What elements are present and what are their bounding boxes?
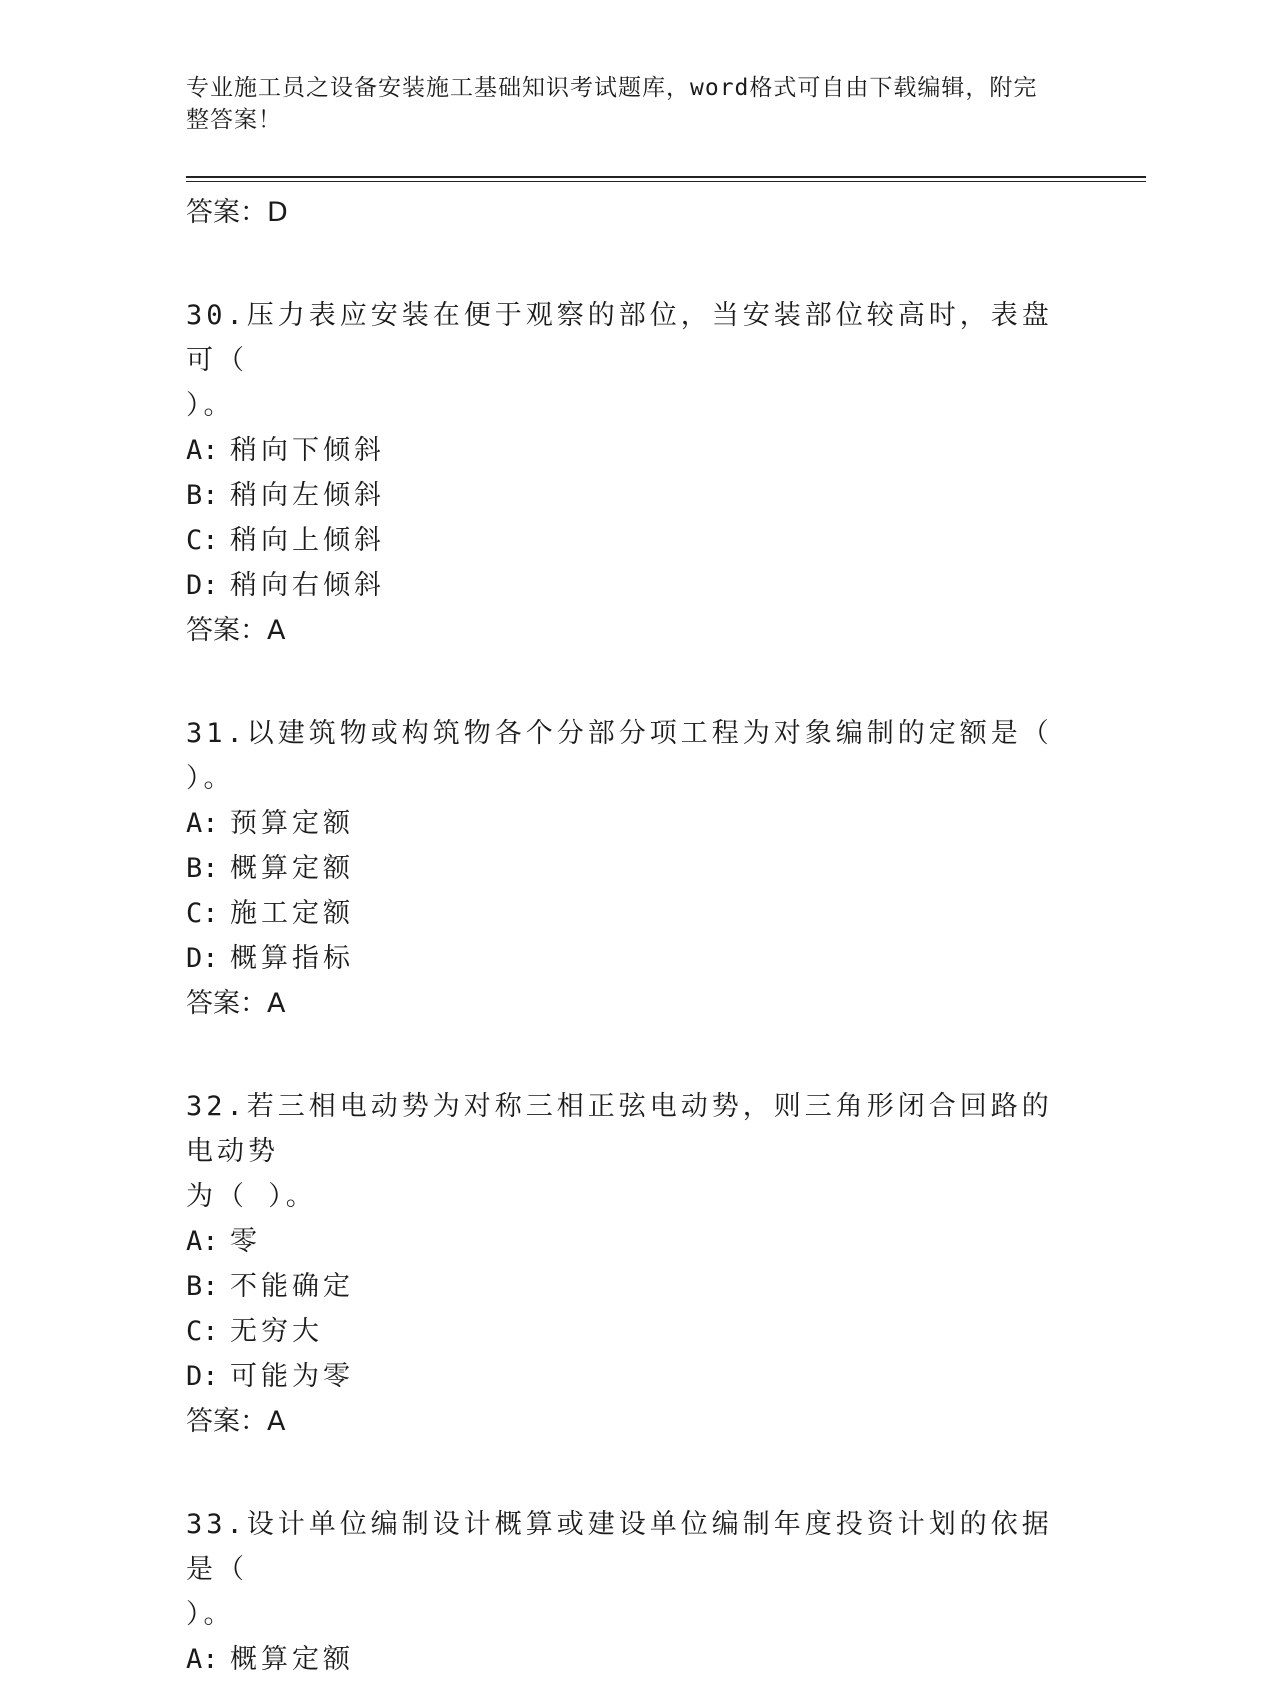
option-letter: C: (186, 525, 219, 556)
question-stem-line: 30.压力表应安装在便于观察的部位，当安装部位较高时，表盘可（ (186, 300, 1053, 376)
option-letter: D: (186, 1361, 219, 1392)
question-stem (186, 711, 1066, 801)
document-header (186, 72, 1066, 136)
option-text: 概算指标 (230, 943, 354, 974)
option-c (186, 891, 1066, 936)
option-text: 不能确定 (230, 1271, 354, 1302)
header-line-1: 专业施工员之设备安装施工基础知识考试题库，word格式可自由下载编辑，附完 (186, 75, 1038, 101)
option-letter: D: (186, 570, 219, 601)
question-stem-line: ）。 (186, 1599, 235, 1630)
answer-line: 答案：A (186, 988, 286, 1019)
option-letter: B: (186, 853, 219, 884)
option-text: 施工定额 (230, 898, 354, 929)
option-c (186, 518, 1066, 563)
option-text: 概算定额 (230, 853, 354, 884)
option-letter: C: (186, 898, 219, 929)
option-a (186, 801, 1066, 846)
option-text: 概算定额 (230, 1644, 354, 1675)
option-letter: C: (186, 1316, 219, 1347)
option-text: 可能为零 (230, 1361, 354, 1392)
question-stem (186, 293, 1066, 428)
answer-line: 答案：D (186, 197, 288, 228)
question-list (186, 190, 1066, 1682)
option-a (186, 1637, 1066, 1682)
option-text: 稍向下倾斜 (230, 435, 385, 466)
option-a (186, 1219, 1066, 1264)
option-text: 稍向右倾斜 (230, 570, 385, 601)
header-line-2: 整答案！ (186, 107, 282, 133)
answer-line: 答案：A (186, 1406, 286, 1437)
answer-line: 答案：A (186, 615, 286, 646)
question-stem (186, 1502, 1066, 1637)
option-text: 稍向上倾斜 (230, 525, 385, 556)
question-stem-line: 33.设计单位编制设计概算或建设单位编制年度投资计划的依据是（ (186, 1509, 1053, 1585)
option-b (186, 473, 1066, 518)
option-letter: A: (186, 808, 219, 839)
question-item (186, 1502, 1066, 1682)
option-d (186, 1354, 1066, 1399)
option-c (186, 1309, 1066, 1354)
option-letter: A: (186, 435, 219, 466)
option-b (186, 1264, 1066, 1309)
header-divider-thick (186, 176, 1146, 178)
option-letter: A: (186, 1226, 219, 1257)
option-d (186, 936, 1066, 981)
option-text: 稍向左倾斜 (230, 480, 385, 511)
option-letter: A: (186, 1644, 219, 1675)
option-letter: B: (186, 1271, 219, 1302)
question-item (186, 293, 1066, 653)
option-a (186, 428, 1066, 473)
question-stem-line: 为（ ）。 (186, 1181, 317, 1212)
option-b (186, 846, 1066, 891)
question-item (186, 1084, 1066, 1444)
option-letter: D: (186, 943, 219, 974)
question-stem-line: 32.若三相电动势为对称三相正弦电动势，则三角形闭合回路的电动势 (186, 1091, 1053, 1167)
option-text: 预算定额 (230, 808, 354, 839)
question-stem (186, 1084, 1066, 1219)
option-d (186, 563, 1066, 608)
option-text: 零 (230, 1226, 261, 1257)
question-stem-line: 31.以建筑物或构筑物各个分部分项工程为对象编制的定额是（ ）。 (186, 718, 1053, 794)
question-stem-line: ）。 (186, 390, 235, 421)
option-text: 无穷大 (230, 1316, 323, 1347)
question-item (186, 711, 1066, 1026)
option-letter: B: (186, 480, 219, 511)
header-divider-thin (186, 181, 1146, 182)
